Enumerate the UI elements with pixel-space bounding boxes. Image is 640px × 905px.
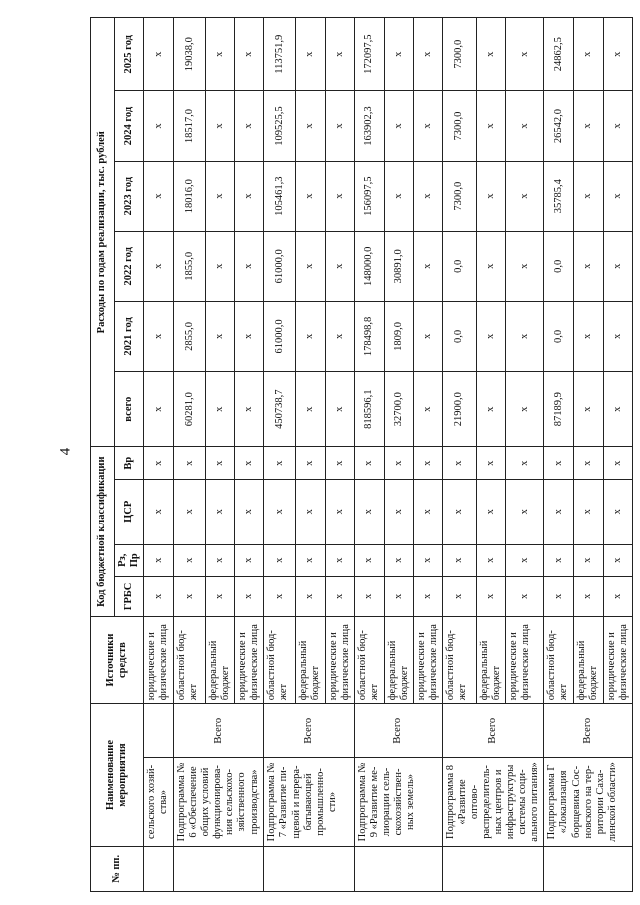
rotated-table-container (90, 17, 629, 892)
value-cell: x (235, 544, 264, 576)
row-number-cell (544, 846, 632, 891)
value-cell: x (574, 231, 603, 301)
value-cell: x (325, 544, 354, 576)
value-cell: x (574, 91, 603, 161)
value-cell: x (144, 479, 174, 544)
value-cell: x (384, 91, 413, 161)
value-cell: x (506, 91, 544, 161)
value-cell: x (477, 479, 506, 544)
value-cell: 21900,0 (442, 371, 476, 447)
program-name: Подпрограмма № 7 «Развитие пи-щевой и перера-батывающей промышленно-сти» (264, 758, 354, 846)
row-number-cell (174, 846, 264, 891)
value-cell: x (296, 544, 325, 576)
program-name: Подпрограмма 8 «Развитие оптово-распределитель-ных центров и инфраструктуры системы соци-ального питания» (442, 758, 544, 846)
header-num: № пп. (91, 846, 144, 891)
value-cell: x (206, 231, 235, 301)
value-cell: 148000,0 (354, 231, 384, 301)
value-cell: x (477, 447, 506, 479)
funding-source: областной бюд-жет (174, 616, 206, 703)
funding-source: областной бюд-жет (544, 616, 574, 703)
value-cell: x (296, 447, 325, 479)
table-row (544, 18, 574, 892)
value-cell: 113751,9 (264, 18, 296, 91)
value-cell: x (603, 479, 632, 544)
value-cell: x (235, 301, 264, 371)
value-cell: x (574, 18, 603, 91)
value-cell: x (206, 301, 235, 371)
value-cell: x (442, 447, 476, 479)
value-cell: x (413, 161, 442, 231)
value-cell: x (544, 544, 574, 576)
value-cell: x (144, 91, 174, 161)
value-cell: x (144, 161, 174, 231)
table-row (354, 18, 384, 892)
value-cell: x (603, 576, 632, 616)
value-cell: 32700,0 (384, 371, 413, 447)
funding-source: федеральный бюджет (384, 616, 413, 703)
funding-source: юридические и физические лица (603, 616, 632, 703)
value-cell: x (603, 371, 632, 447)
value-cell: 156097,5 (354, 161, 384, 231)
value-cell: x (477, 544, 506, 576)
program-name: Подпрограмма № 9 «Развитие ме-лиорации сель-скохозяйствен-ных земель» (354, 758, 442, 846)
value-cell: x (325, 447, 354, 479)
value-cell: x (574, 576, 603, 616)
value-cell: x (384, 447, 413, 479)
value-cell: x (574, 371, 603, 447)
value-cell: 18016,0 (174, 161, 206, 231)
value-cell: x (477, 371, 506, 447)
funding-source: юридические и физические лица (144, 616, 174, 703)
header-vr: Вр (115, 447, 144, 479)
value-cell: 61000,0 (264, 301, 296, 371)
value-cell: x (574, 447, 603, 479)
program-subtotal-label: Всего (264, 704, 354, 758)
value-cell: x (603, 301, 632, 371)
value-cell: x (235, 161, 264, 231)
value-cell: x (144, 371, 174, 447)
value-cell: x (574, 161, 603, 231)
value-cell: 105461,3 (264, 161, 296, 231)
value-cell: x (206, 91, 235, 161)
program-subtotal-label: Всего (442, 704, 544, 758)
header-total: всего (115, 371, 144, 447)
value-cell: x (206, 371, 235, 447)
value-cell: x (144, 447, 174, 479)
value-cell: x (384, 479, 413, 544)
program-subtotal-label: Всего (354, 704, 442, 758)
program-subtotal-label: Всего (544, 704, 632, 758)
program-subtotal-label (144, 704, 174, 758)
value-cell: x (442, 479, 476, 544)
header-source: Источники средств (91, 616, 144, 703)
value-cell: x (206, 18, 235, 91)
value-cell: 1855,0 (174, 231, 206, 301)
row-number-cell (144, 846, 174, 891)
value-cell: x (354, 544, 384, 576)
value-cell: 18517,0 (174, 91, 206, 161)
value-cell: 35785,4 (544, 161, 574, 231)
value-cell: x (603, 18, 632, 91)
value-cell: x (506, 18, 544, 91)
value-cell: x (144, 18, 174, 91)
value-cell: x (603, 161, 632, 231)
row-number-cell (264, 846, 354, 891)
header-grbs: ГРБС (115, 576, 144, 616)
value-cell: x (413, 301, 442, 371)
value-cell: x (384, 544, 413, 576)
value-cell: x (206, 576, 235, 616)
value-cell: x (264, 447, 296, 479)
page-number: 4 (57, 447, 74, 456)
value-cell: x (413, 371, 442, 447)
value-cell: 24862,5 (544, 18, 574, 91)
value-cell: x (325, 479, 354, 544)
value-cell: x (235, 18, 264, 91)
value-cell: x (296, 371, 325, 447)
header-2021: 2021 год (115, 301, 144, 371)
value-cell: x (442, 576, 476, 616)
value-cell: 818596,1 (354, 371, 384, 447)
value-cell: x (354, 576, 384, 616)
value-cell: x (413, 91, 442, 161)
value-cell: x (603, 544, 632, 576)
value-cell: x (325, 91, 354, 161)
header-rzpr: Рз, Пр (115, 544, 144, 576)
value-cell: 7300,0 (442, 161, 476, 231)
value-cell: x (174, 544, 206, 576)
value-cell: x (325, 161, 354, 231)
budget-table (90, 17, 633, 892)
value-cell: x (325, 18, 354, 91)
value-cell: 109525,5 (264, 91, 296, 161)
row-number-cell (354, 846, 442, 891)
value-cell: 172097,5 (354, 18, 384, 91)
value-cell: x (206, 161, 235, 231)
value-cell: x (413, 576, 442, 616)
header-2022: 2022 год (115, 231, 144, 301)
value-cell: x (296, 479, 325, 544)
value-cell: x (144, 576, 174, 616)
value-cell: x (442, 544, 476, 576)
value-cell: 61000,0 (264, 231, 296, 301)
value-cell: 0,0 (442, 231, 476, 301)
header-csr: ЦСР (115, 479, 144, 544)
value-cell: 7300,0 (442, 18, 476, 91)
funding-source: юридические и физические лица (235, 616, 264, 703)
value-cell: x (206, 544, 235, 576)
value-cell: 163902,3 (354, 91, 384, 161)
header-2025: 2025 год (115, 18, 144, 91)
value-cell: x (477, 231, 506, 301)
value-cell: x (384, 18, 413, 91)
header-2024: 2024 год (115, 91, 144, 161)
value-cell: x (477, 18, 506, 91)
value-cell: x (603, 91, 632, 161)
value-cell: x (384, 576, 413, 616)
value-cell: x (235, 479, 264, 544)
value-cell: x (325, 231, 354, 301)
program-name: Подпрограмма Г «Локализация борщевика Сос-новского на тер-ритории Саха-линской области» (544, 758, 632, 846)
value-cell: x (144, 231, 174, 301)
table-row (264, 18, 296, 892)
value-cell: x (506, 576, 544, 616)
value-cell: x (174, 447, 206, 479)
value-cell: 0,0 (442, 301, 476, 371)
value-cell: x (296, 231, 325, 301)
value-cell: x (544, 447, 574, 479)
value-cell: x (296, 91, 325, 161)
value-cell: x (296, 301, 325, 371)
value-cell: x (325, 576, 354, 616)
funding-source: областной бюд-жет (264, 616, 296, 703)
value-cell: 60281,0 (174, 371, 206, 447)
value-cell: 1809,0 (384, 301, 413, 371)
program-name: Подпрограмма № 6 «Обеспечение общих условий функционирова-ния сельскохо-зяйственного производства» (174, 758, 264, 846)
table-body (144, 18, 633, 892)
value-cell: x (544, 576, 574, 616)
value-cell: x (325, 371, 354, 447)
value-cell: x (477, 161, 506, 231)
value-cell: x (264, 576, 296, 616)
value-cell: x (477, 91, 506, 161)
value-cell: 0,0 (544, 231, 574, 301)
value-cell: x (144, 544, 174, 576)
table-row (442, 18, 476, 892)
header-2023: 2023 год (115, 161, 144, 231)
value-cell: x (354, 447, 384, 479)
value-cell: x (235, 231, 264, 301)
value-cell: x (354, 479, 384, 544)
value-cell: x (264, 479, 296, 544)
funding-source: юридические и физические лица (413, 616, 442, 703)
value-cell: 2855,0 (174, 301, 206, 371)
value-cell: x (506, 479, 544, 544)
funding-source: областной бюд-жет (442, 616, 476, 703)
value-cell: x (413, 544, 442, 576)
value-cell: 87189,9 (544, 371, 574, 447)
value-cell: x (296, 576, 325, 616)
funding-source: федеральный бюджет (296, 616, 325, 703)
funding-source: федеральный бюджет (206, 616, 235, 703)
funding-source: федеральный бюджет (574, 616, 603, 703)
value-cell: x (296, 18, 325, 91)
value-cell: x (506, 544, 544, 576)
value-cell: x (506, 371, 544, 447)
value-cell: x (574, 301, 603, 371)
value-cell: x (544, 479, 574, 544)
value-cell: x (506, 447, 544, 479)
value-cell: x (477, 301, 506, 371)
value-cell: 0,0 (544, 301, 574, 371)
value-cell: x (506, 231, 544, 301)
table-row (174, 18, 206, 892)
value-cell: x (235, 447, 264, 479)
value-cell: x (264, 544, 296, 576)
funding-source: юридические и физические лица (325, 616, 354, 703)
value-cell: x (413, 479, 442, 544)
program-subtotal-label: Всего (174, 704, 264, 758)
value-cell: x (574, 479, 603, 544)
value-cell: x (206, 479, 235, 544)
funding-source: областной бюд-жет (354, 616, 384, 703)
value-cell: x (506, 161, 544, 231)
value-cell: x (384, 161, 413, 231)
value-cell: 30891,0 (384, 231, 413, 301)
funding-source: юридические и физические лица (506, 616, 544, 703)
value-cell: x (574, 544, 603, 576)
value-cell: x (144, 301, 174, 371)
value-cell: x (325, 301, 354, 371)
value-cell: x (235, 371, 264, 447)
value-cell: x (174, 576, 206, 616)
value-cell: x (413, 18, 442, 91)
value-cell: x (235, 91, 264, 161)
value-cell: x (506, 301, 544, 371)
program-name: сельского хозяй-ства» (144, 758, 174, 846)
header-expenses-group: Расходы по годам реализации, тыс. рублей (91, 18, 115, 447)
value-cell: x (603, 231, 632, 301)
value-cell: x (235, 576, 264, 616)
value-cell: x (296, 161, 325, 231)
value-cell: x (603, 447, 632, 479)
value-cell: 450738,7 (264, 371, 296, 447)
value-cell: x (174, 479, 206, 544)
value-cell: 26542,0 (544, 91, 574, 161)
value-cell: 7300,0 (442, 91, 476, 161)
value-cell: x (413, 447, 442, 479)
funding-source: федеральный бюджет (477, 616, 506, 703)
value-cell: x (477, 576, 506, 616)
row-number-cell (442, 846, 544, 891)
value-cell: 178498,8 (354, 301, 384, 371)
header-code-group: Код бюджетной классификации (91, 447, 115, 616)
value-cell: 19038,0 (174, 18, 206, 91)
table-row (144, 18, 174, 892)
header-name: Наименование мероприятия (91, 704, 144, 846)
value-cell: x (206, 447, 235, 479)
value-cell: x (413, 231, 442, 301)
